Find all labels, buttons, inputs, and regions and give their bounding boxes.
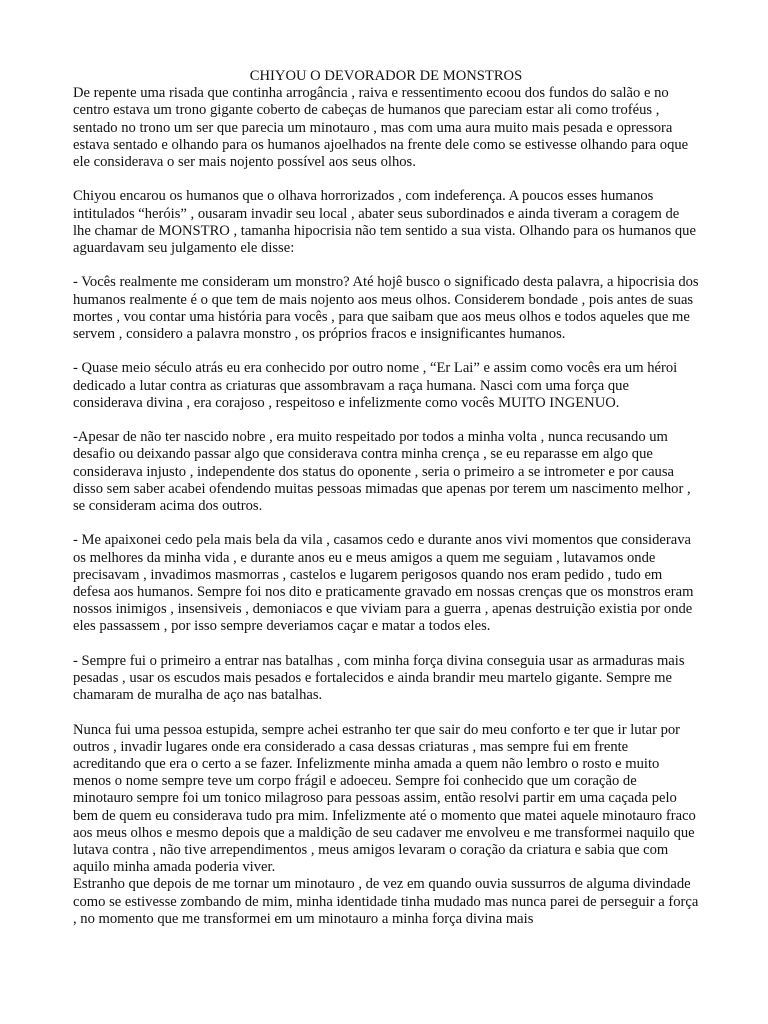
paragraph-7: - Sempre fui o primeiro a entrar nas batalhas , com minha força divina conseguia usar as armaduras mais pesadas , usar os escudos mais pesados e fortalecidos e ainda brandir meu martelo gigante. Sempre me chamaram de muralha de aço nas batalhas. <box>73 652 685 704</box>
document-title: CHIYOU O DEVORADOR DE MONSTROS <box>249 68 523 84</box>
document-page <box>73 68 699 928</box>
paragraph-8: Nunca fui uma pessoa estupida, sempre achei estranho ter que sair do meu conforto e ter que ir lutar por outros , invadir lugares onde era considerado a casa dessas criaturas , mas sempre fui em frente acreditando que era o certo a se fazer. Infelizmente minha amada a quem não lembro o rosto e muito menos o nome sempre teve um corpo frágil e adoeceu. Sempre foi conhecido que um coração de minotauro sempre foi um tonico milagroso para pessoas assim, então resolvi partir em uma caçada pelo bem de quem eu considerava tudo pra mim. Infelizmente até o momento que matei aquele minotauro fraco aos meus olhos e mesmo depois que a maldição de seu cadaver me envolveu e me transformei naquilo que lutava contra , não tive arrependimentos , meus amigos levaram o coração da criatura e sabia que com aquilo minha amada poderia viver. <box>73 721 696 876</box>
paragraph-9: Estranho que depois de me tornar um minotauro , de vez em quando ouvia sussurros de alguma divindade como se estivesse zombando de mim, minha identidade tinha mudado mas nunca parei de perseguir a força , no momento que me transformei em um minotauro a minha força divina mais <box>73 876 699 927</box>
paragraph-1: De repente uma risada que continha arrogância , raiva e ressentimento ecoou dos fundos do salão e no centro estava um trono gigante coberto de cabeças de humanos que pareciam estar ali como troféus , sentado no trono um ser que parecia um minotauro , mas com uma aura muito mais pesada e opressora estava sentado e olhando para os humanos ajoelhados na frente dele como se estivesse olhando para oque ele considerava o ser mais nojento possível aos seus olhos. <box>73 85 689 171</box>
paragraph-3: - Vocês realmente me consideram um monstro? Até hojê busco o significado desta palavra, a hipocrisia dos humanos realmente é o que tem de mais nojento aos meus olhos. Considerem bondade , pois antes de suas mortes , vou contar uma história para vocês , para que saibam que aos meus olhos e todos aqueles que me servem , considero a palavra monstro , os próprios fracos e insignificantes humanos. <box>73 274 699 343</box>
paragraph-5: -Apesar de não ter nascido nobre , era muito respeitado por todos a minha volta , nunca recusando um desafio ou deixando passar algo que considerava contra minha crença , se eu reparasse em algo que considerava injusto , independente dos status do oponente , seria o primeiro a se intrometer e por causa disso sem saber acabei ofendendo muitas pessoas mimadas que apenas por terem um nascimento melhor , se consideram acima dos outros. <box>73 429 691 515</box>
paragraph-6: - Me apaixonei cedo pela mais bela da vila , casamos cedo e durante anos vivi momentos que considerava os melhores da minha vida , e durante anos eu e meus amigos a quem me seguiam , lutavamos onde precisavam , invadimos masmorras , castelos e lugarem perigosos quando nos eram pedido , tudo em defesa aos humanos. Sempre foi nos dito e praticamente gravado em nossas crenças que os monstros eram nossos inimigos , insensiveis , demoniacos e que viviam para a guerra , apenas destruição existia por onde eles passassem , por isso sempre deveriamos caçar e matar a todos eles. <box>73 532 694 635</box>
paragraph-2: Chiyou encarou os humanos que o olhava horrorizados , com indeferença. A poucos esses humanos intitulados “heróis” , ousaram invadir seu local , abater seus subordinados e ainda tiveram a coragem de lhe chamar de MONSTRO , tamanha hipocrisia não tem sentido a sua vista. Olhando para os humanos que aguardavam seu julgamento ele disse: <box>73 188 696 257</box>
paragraph-4: - Quase meio século atrás eu era conhecido por outro nome , “Er Lai” e assim como vocês era um héroi dedicado a lutar contra as criaturas que assombravam a raça humana. Nasci com uma força que considerava divina , era corajoso , respeitoso e infelizmente como vocês MUITO INGENUO. <box>73 360 678 411</box>
